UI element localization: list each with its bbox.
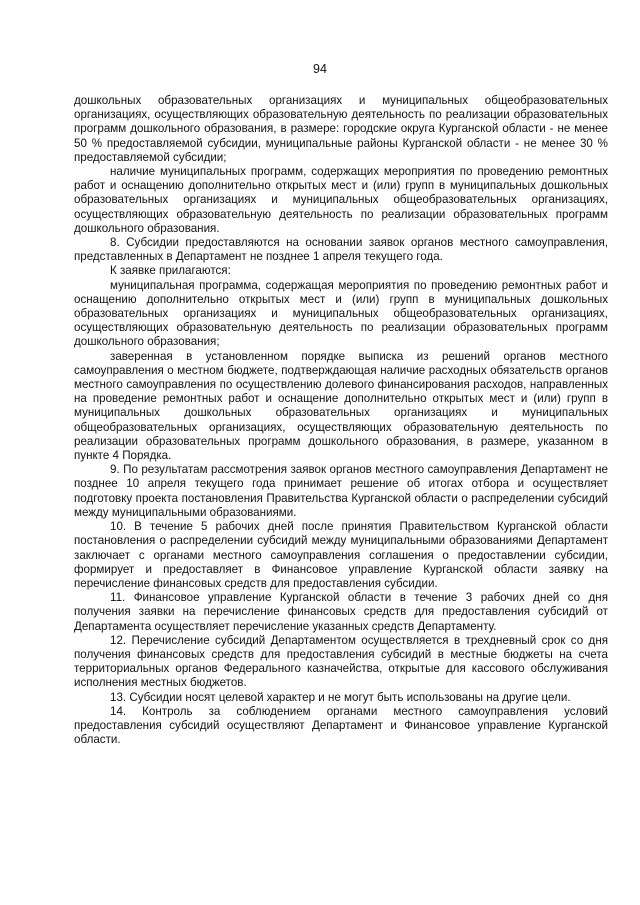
document-body bbox=[74, 94, 608, 747]
paragraph-continuation: дошкольных образовательных организациях и муниципальных общеобразовательных организациях, осуществляющих образовательную деятельность по реализации образовательных программ дошкольного образования, в размере: городские округа Курганской области - не менее 50 % предоставляемой субсидии, муниципальные районы Курганской области - не менее 30 % предоставляемой субсидии; bbox=[74, 94, 608, 164]
paragraph-condition-programs: наличие муниципальных программ, содержащих мероприятия по проведению ремонтных работ и оснащению дополнительно открытых мест и (или) групп в муниципальных дошкольных образовательных организациях и муниципальных общеобразовательных организациях, осуществляющих образовательную деятельность по реализации образовательных программ дошкольного образования. bbox=[74, 165, 608, 235]
paragraph-item-14: 14. Контроль за соблюдением органами местного самоуправления условий предоставления субсидий осуществляют Департамент и Финансовое управление Курганской области. bbox=[74, 704, 608, 747]
paragraph-attachment-program: муниципальная программа, содержащая мероприятия по проведению ремонтных работ и оснащению дополнительно открытых мест и (или) групп в муниципальных дошкольных образовательных организациях и муниципальных общеобразовательных организациях, осуществляющих образовательную деятельность по реализации образовательных программ дошкольного образования; bbox=[74, 278, 608, 349]
page-number: 94 bbox=[313, 62, 327, 76]
paragraph-item-9: 9. По результатам рассмотрения заявок органов местного самоуправления Департамент не позднее 10 апреля текущего года принимает решение об итогах отбора и осуществляет подготовку проекта постановления Правительства Курганской области о распределении субсидий между муниципальными образованиями. bbox=[74, 463, 608, 519]
paragraph-item-8: 8. Субсидии предоставляются на основании заявок органов местного самоуправления, представленных в Департамент не позднее 1 апреля текущего года. bbox=[74, 236, 608, 264]
paragraph-attachment-extract: заверенная в установленном порядке выписка из решений органов местного самоуправления о местном бюджете, подтверждающая наличие расходных обязательств органов местного самоуправления по осуществлению долевого финансирования расходов, направленных на проведение ремонтных работ и оснащение дополнительно открытых мест и (или) групп в муниципальных дошкольных образовательных организациях и муниципальных общеобразовательных организациях, осуществляющих образовательную деятельность по реализации образовательных программ дошкольного образования, в размере, указанном в пункте 4 Порядка. bbox=[74, 349, 608, 463]
paragraph-item-13: 13. Субсидии носят целевой характер и не могут быть использованы на другие цели. bbox=[110, 690, 571, 704]
paragraph-attachments-heading: К заявке прилагаются: bbox=[110, 264, 231, 278]
paragraph-item-11: 11. Финансовое управление Курганской области в течение 3 рабочих дней со дня получения заявки на перечисление финансовых средств для предоставления субсидий от Департамента осуществляет перечисление указанных средств Департаменту. bbox=[74, 591, 608, 633]
paragraph-item-12: 12. Перечисление субсидий Департаментом осуществляется в трехдневный срок со дня получения финансовых средств для предоставления субсидий в местные бюджеты на счета территориальных органов Федерального казначейства, открытые для кассового обслуживания исполнения местных бюджетов. bbox=[74, 633, 608, 690]
paragraph-item-10: 10. В течение 5 рабочих дней после принятия Правительством Курганской области постановления о распределении субсидий между муниципальными образованиями Департамент заключает с органами местного самоуправления соглашения о предоставлении субсидии, формирует и предоставляет в Финансовое управление Курганской области заявку на перечисление финансовых средств для предоставления субсидии. bbox=[74, 520, 608, 590]
